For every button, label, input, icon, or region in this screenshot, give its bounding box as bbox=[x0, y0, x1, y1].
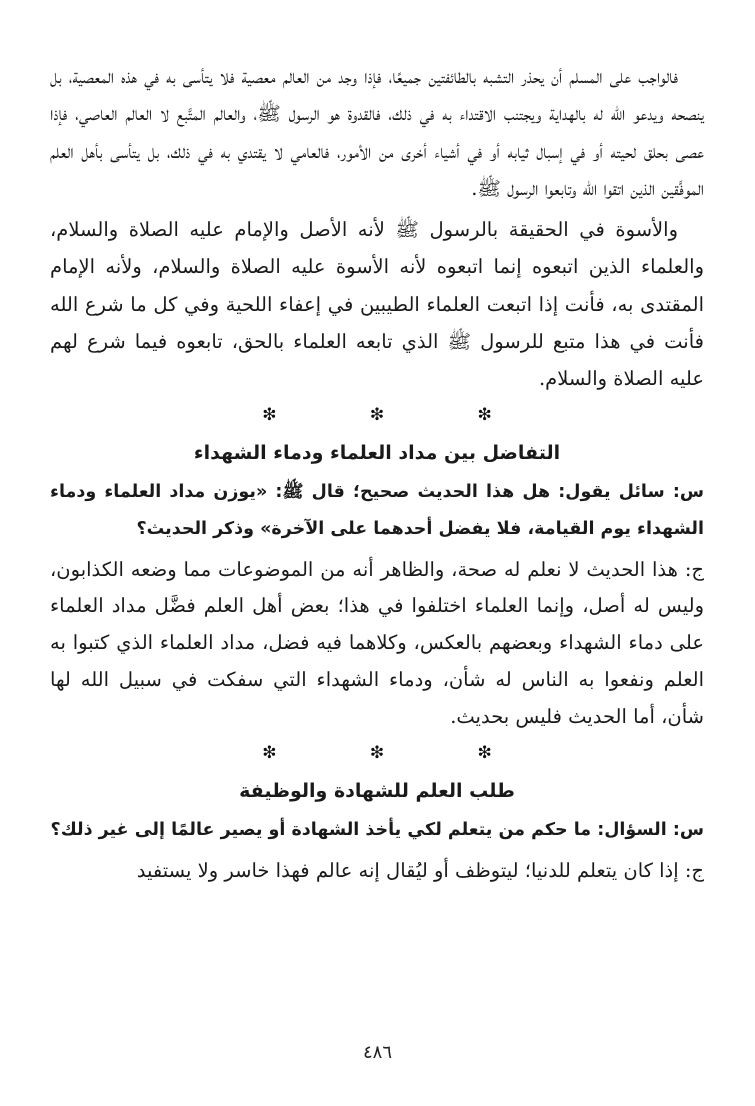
answer-2: ج: إذا كان يتعلم للدنيا؛ ليتوظف أو ليُقال إنه عالم فهذا خاسر ولا يستفيد bbox=[136, 858, 704, 882]
question-1: س: سائل يقول: هل هذا الحديث صحيح؛ قال ﷺ: «يوزن مداد العلماء ودماء الشهداء يوم القيامة، فلا يفضل أحدهما على الآخرة» وذكر الحديث؟ bbox=[50, 481, 704, 539]
paragraph-2: والأسوة في الحقيقة بالرسول ﷺ لأنه الأصل والإمام عليه الصلاة والسلام، والعلماء الذين اتبعوه إنما اتبعوه لأنه الأسوة عليه الصلاة والسلام، ولأنه الإمام المقتدى به، فأنت إذا اتبعت العلماء الطيبين في إعفاء اللحية وفي كل ما شرع الله فأنت في هذا متبع للرسول ﷺ الذي تابعه العلماء بالحق، تابعوه فيما شرع لهم عليه الصلاة والسلام. bbox=[50, 218, 704, 391]
page-number: ٤٨٦ bbox=[362, 1042, 392, 1063]
page-body bbox=[50, 58, 704, 889]
paragraph-1: فالواجب على المسلم أن يحذر التشبه بالطائفتين جميعًا، فإذا وجد من العالم معصية فلا يتأسى به في هذه المعصية، بل ينصحه ويدعو الله له بالهداية ويجتنب الاقتداء به في ذلك، فالقدوة هو الرسول ﷺ، والعالم المتَّبع لا العالم العاصي، فإذا عصى بحلق لحيته أو في إسبال ثيابه أو في أشياء أخرى من الأمور، فالعامي لا يقتدي به في ذلك، بل يتأسى بأهل العلم الموفَّقين الذين اتقوا الله وتابعوا الرسول ﷺ. bbox=[50, 65, 704, 200]
separator-stars-2: ❇ ❇ ❇ bbox=[262, 742, 536, 763]
section-heading-2: طلب العلم للشهادة والوظيفة bbox=[239, 779, 515, 802]
section-heading-1: التفاضل بين مداد العلماء ودماء الشهداء bbox=[193, 441, 561, 464]
question-2: س: السؤال: ما حكم من يتعلم لكي يأخذ الشهادة أو يصير عالمًا إلى غير ذلك؟ bbox=[50, 819, 704, 840]
separator-stars: ❇ ❇ ❇ bbox=[262, 404, 536, 425]
answer-1: ج: هذا الحديث لا نعلم له صحة، والظاهر أنه من الموضوعات مما وضعه الكذابون، وليس له أصل، وإنما العلماء اختلفوا في هذا؛ بعض أهل العلم فضَّل مداد العلماء على دماء الشهداء وبعضهم بالعكس، وكلاهما فيه فضل، مداد العلماء الذي كتبوا به العلم ونفعوا به الناس له شأن، ودماء الشهداء التي سفكت في سبيل الله لها شأن، أما الحديث فليس بحديث. bbox=[50, 557, 704, 728]
